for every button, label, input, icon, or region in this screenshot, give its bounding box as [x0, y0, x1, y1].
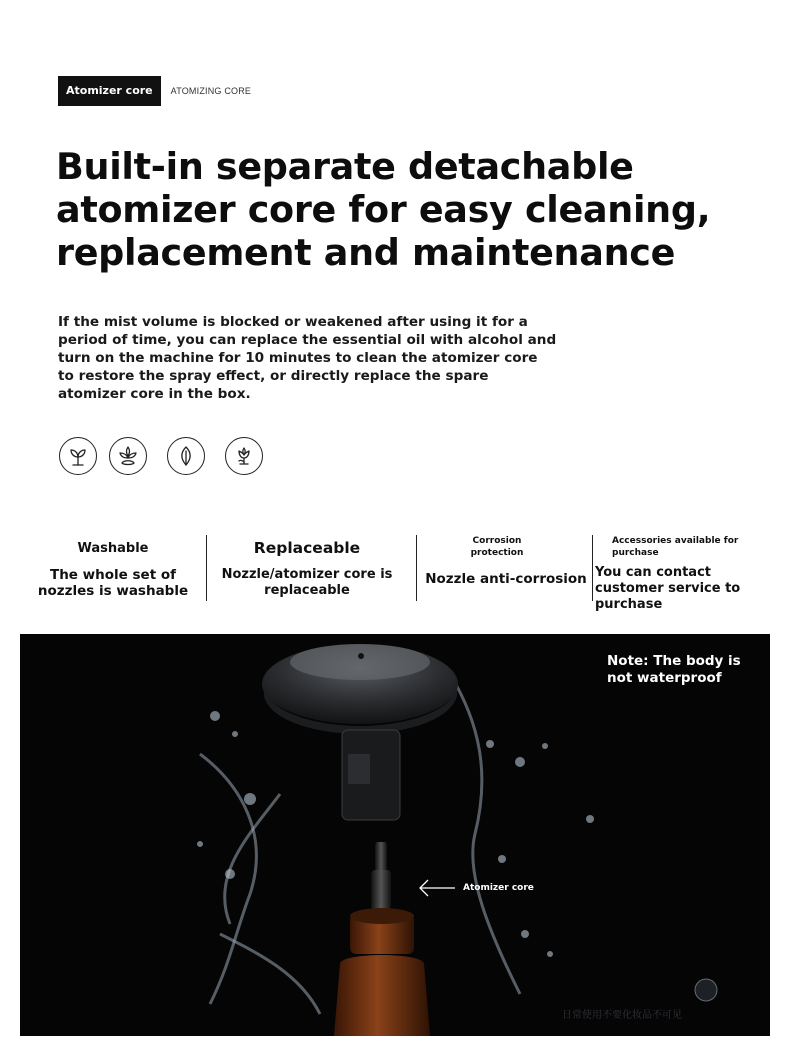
callout-arrow [420, 880, 455, 896]
nozzle-stem [375, 842, 387, 872]
atomizer-core-callout: Atomizer core [463, 883, 534, 893]
product-photo [20, 634, 770, 1036]
section-tag [58, 76, 251, 106]
feature-list [20, 535, 770, 612]
feature-title: Accessories available for purchase [612, 536, 739, 558]
feature-divider [592, 535, 593, 601]
waterproof-note: Note: The body is not waterproof [607, 653, 741, 686]
feature-description: The whole set of nozzles is washable [37, 567, 189, 599]
two-leaf-sprout-icon [59, 437, 97, 475]
bottle-body [334, 955, 430, 1036]
feature-accessories [595, 535, 770, 612]
feature-description: Nozzle anti-corrosion [425, 571, 587, 587]
atomizer-illustration [20, 634, 770, 1036]
flower-bud-icon [225, 437, 263, 475]
single-leaf-icon [167, 437, 205, 475]
feature-divider [206, 535, 207, 601]
feature-divider [416, 535, 417, 601]
feature-description: Nozzle/atomizer core is replaceable [221, 567, 393, 598]
feature-title: Replaceable [253, 539, 361, 557]
feature-title: Corrosion protection [470, 536, 524, 558]
feature-replaceable [216, 535, 398, 601]
feature-washable [20, 535, 206, 601]
page-headline: Built-in separate detachable atomizer core for easy cleaning, replacement and maintenance [56, 145, 711, 274]
three-leaf-plant-icon [109, 437, 147, 475]
tag-subtitle: ATOMIZING CORE [170, 86, 252, 96]
feature-title: Washable [77, 541, 149, 556]
feature-description: You can contact customer service to purchase [595, 565, 741, 612]
feature-corrosion-protection [420, 535, 592, 601]
icon-row [59, 437, 279, 477]
tag-label: Atomizer core [58, 76, 161, 106]
watermark-text: 日常使用不要化妆品不可见 [562, 1010, 682, 1021]
body-paragraph: If the mist volume is blocked or weakened after using it for a period of time, you can replace the essential oil with alcohol and turn on the machine for 10 minutes to clean the atomizer core to restore the spray effect, or directly replace the spare atomizer core in the box. [58, 314, 557, 402]
